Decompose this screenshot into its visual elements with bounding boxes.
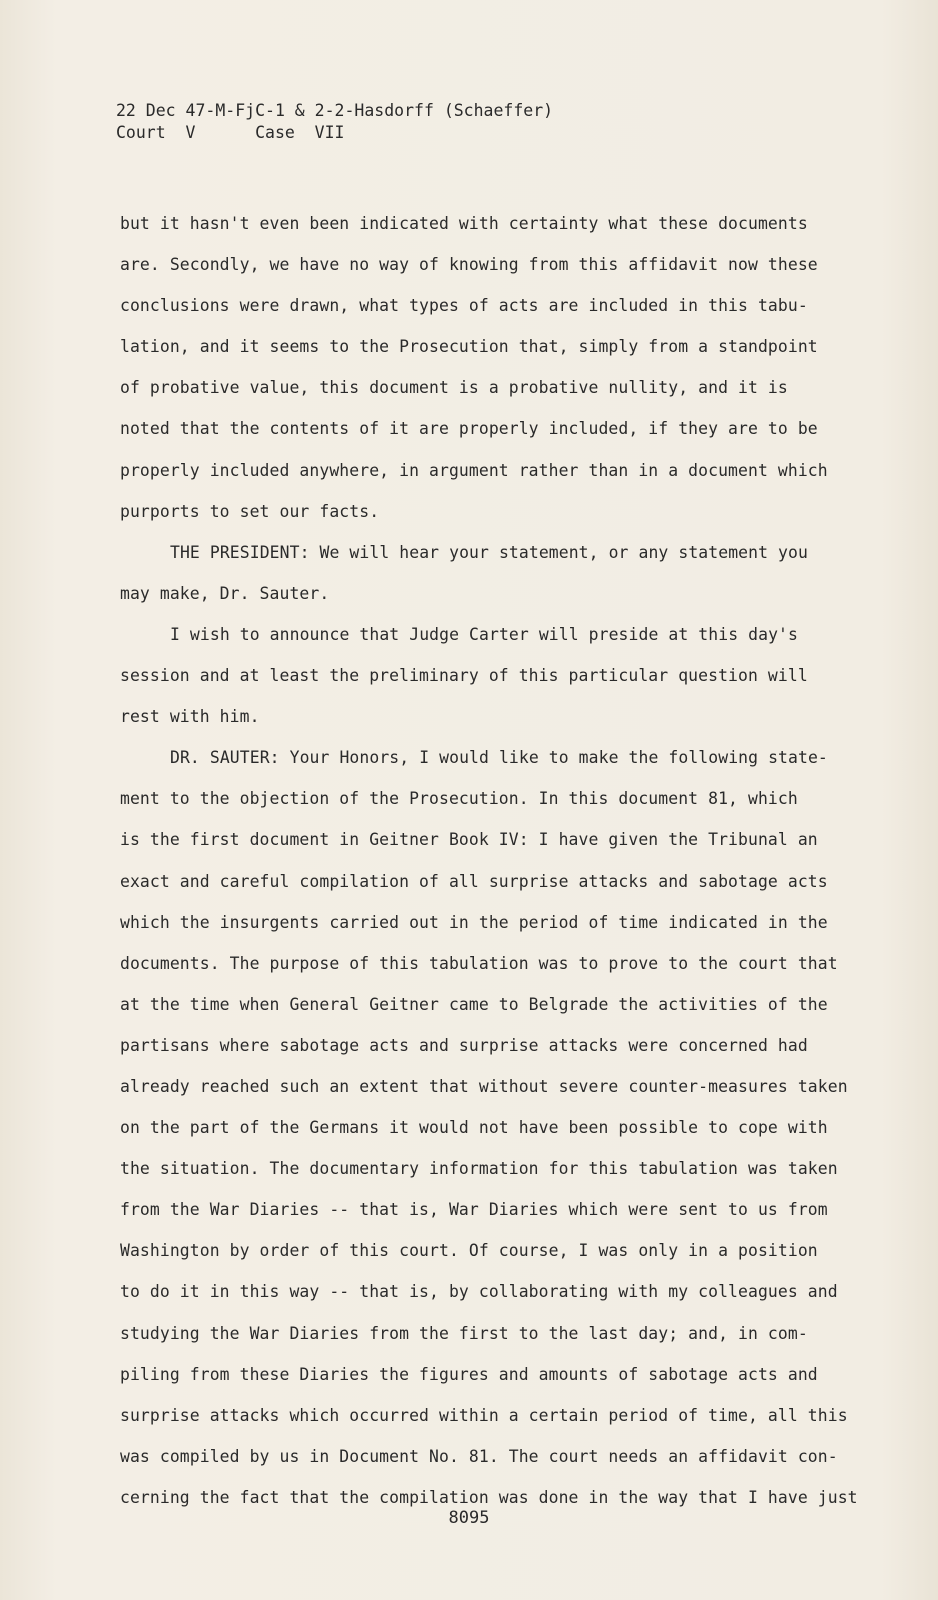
transcript-line: at the time when General Geitner came to Belgrade the activities of the bbox=[120, 994, 828, 1014]
transcript-line: of probative value, this document is a probative nullity, and it is bbox=[120, 378, 788, 398]
transcript-line: DR. SAUTER: Your Honors, I would like to make the following state- bbox=[170, 748, 828, 768]
transcript-line: exact and careful compilation of all surprise attacks and sabotage acts bbox=[120, 871, 828, 891]
transcript-line: to do it in this way -- that is, by collaborating with my colleagues and bbox=[120, 1282, 838, 1302]
transcript-line: are. Secondly, we have no way of knowing from this affidavit now these bbox=[120, 255, 818, 275]
transcript-line: studying the War Diaries from the first to the last day; and, in com- bbox=[120, 1323, 808, 1343]
header-line-2: Court V Case VII bbox=[116, 123, 345, 142]
transcript-line: from the War Diaries -- that is, War Diaries which were sent to us from bbox=[120, 1200, 828, 1220]
transcript-line: THE PRESIDENT: We will hear your statement, or any statement you bbox=[170, 542, 808, 562]
transcript-line: cerning the fact that the compilation was done in the way that I have just bbox=[120, 1487, 858, 1507]
transcript-line: was compiled by us in Document No. 81. The court needs an affidavit con- bbox=[120, 1446, 838, 1466]
transcript-line: may make, Dr. Sauter. bbox=[120, 583, 330, 603]
transcript-line: ment to the objection of the Prosecution. In this document 81, which bbox=[120, 789, 798, 809]
transcript-line: which the insurgents carried out in the period of time indicated in the bbox=[120, 912, 828, 932]
transcript-line: partisans where sabotage acts and surprise attacks were concerned had bbox=[120, 1035, 808, 1055]
transcript-line: conclusions were drawn, what types of acts are included in this tabu- bbox=[120, 296, 808, 316]
page-number: 8095 bbox=[448, 1508, 490, 1528]
transcript-line: purports to set our facts. bbox=[120, 501, 380, 521]
transcript-line: properly included anywhere, in argument rather than in a document which bbox=[120, 460, 828, 480]
transcript-line: session and at least the preliminary of this particular question will bbox=[120, 666, 808, 686]
header-line-1: 22 Dec 47-M-FjC-1 & 2-2-Hasdorff (Schaeffer) bbox=[116, 101, 554, 120]
transcript-line: rest with him. bbox=[120, 707, 260, 727]
transcript-line: the situation. The documentary information for this tabulation was taken bbox=[120, 1159, 838, 1179]
transcript-line: already reached such an extent that without severe counter-measures taken bbox=[120, 1076, 848, 1096]
transcript-line: but it hasn't even been indicated with certainty what these documents bbox=[120, 214, 808, 233]
transcript-line: piling from these Diaries the figures and amounts of sabotage acts and bbox=[120, 1364, 818, 1384]
transcript-line: I wish to announce that Judge Carter will preside at this day's bbox=[170, 624, 798, 644]
transcript-line: documents. The purpose of this tabulation was to prove to the court that bbox=[120, 953, 838, 973]
transcript-line: noted that the contents of it are properly included, if they are to be bbox=[120, 419, 818, 439]
transcript-line: surprise attacks which occurred within a certain period of time, all this bbox=[120, 1405, 848, 1425]
document-header bbox=[116, 100, 553, 144]
transcript-line: on the part of the Germans it would not have been possible to cope with bbox=[120, 1118, 828, 1138]
transcript-line: Washington by order of this court. Of course, I was only in a position bbox=[120, 1241, 818, 1261]
transcript-line: is the first document in Geitner Book IV: I have given the Tribunal an bbox=[120, 830, 818, 850]
transcript-body bbox=[120, 203, 880, 1518]
transcript-line: lation, and it seems to the Prosecution that, simply from a standpoint bbox=[120, 337, 818, 357]
